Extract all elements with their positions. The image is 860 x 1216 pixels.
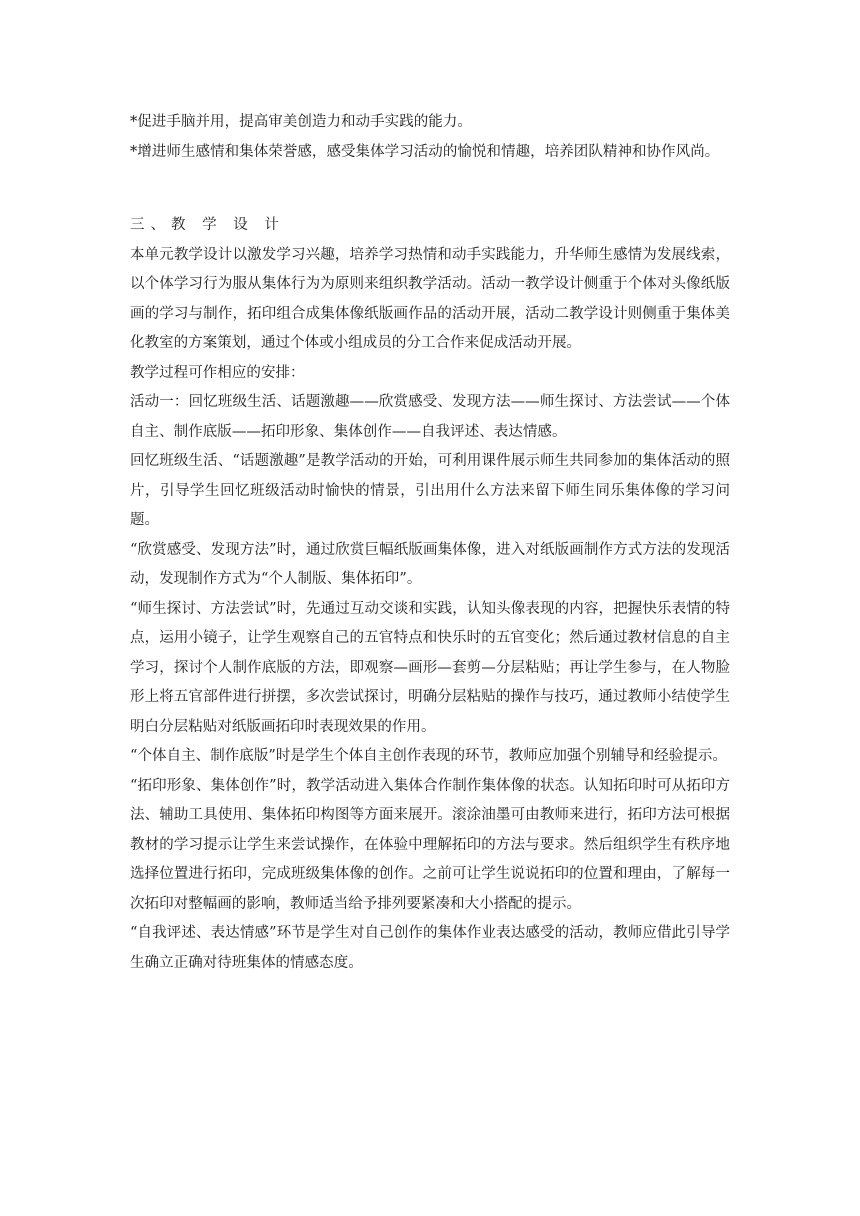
document-body	[130, 108, 730, 978]
body-paragraph: 活动一：回忆班级生活、话题激趣——欣赏感受、发现方法——师生探讨、方法尝试——个体自主、制作底版——拓印形象、集体创作——自我评述、表达情感。	[130, 394, 730, 440]
body-paragraph: 本单元教学设计以激发学习兴趣，培养学习热情和动手实践能力，升华师生感情为发展线索，以个体学习行为服从集体行为为原则来组织教学活动。活动一教学设计侧重于个体对头像纸版画的学习与制作，拓印组合成集体像纸版画作品的活动开展，活动二教学设计则侧重于集体美化教室的方案策划，通过个体或小组成员的分工合作来促成活动开展。	[130, 246, 730, 351]
section-spacer	[130, 167, 730, 211]
goal-item: *增进师生感情和集体荣誉感，感受集体学习活动的愉悦和情趣，培养团队精神和协作风尚。	[130, 143, 720, 160]
section-heading: 三、教 学 设 计	[130, 217, 285, 233]
body-paragraph: 回忆班级生活、“话题激趣”是教学活动的开始，可利用课件展示师生共同参加的集体活动的照片，引导学生回忆班级活动时愉快的情景，引出用什么方法来留下师生同乐集体像的学习问题。	[130, 453, 730, 528]
body-paragraph: “欣赏感受、发现方法”时，通过欣赏巨幅纸版画集体像，进入对纸版画制作方式方法的发现活动，发现制作方式为“个人制版、集体拓印”。	[130, 541, 730, 587]
body-paragraph: “师生探讨、方法尝试”时，先通过互动交谈和实践，认知头像表现的内容，把握快乐表情的特点，运用小镜子，让学生观察自己的五官特点和快乐时的五官变化；然后通过教材信息的自主学习，探讨个人制作底版的方法，即观察—画形—套剪—分层粘贴；再让学生参与，在人物脸形上将五官部件进行拼摆，多次尝试探讨，明确分层粘贴的操作与技巧，通过教师小结使学生明白分层粘贴对纸版画拓印时表现效果的作用。	[130, 600, 730, 735]
body-paragraph: “个体自主、制作底版”时是学生个体自主创作表现的环节，教师应加强个别辅导和经验提示。	[130, 748, 727, 764]
body-paragraph: “自我评述、表达情感”环节是学生对自己创作的集体作业表达感受的活动，教师应借此引导学生确立正确对待班集体的情感态度。	[130, 925, 730, 971]
body-paragraph: 教学过程可作相应的安排：	[130, 364, 305, 381]
body-paragraph: “拓印形象、集体创作”时，教学活动进入集体合作制作集体像的状态。认知拓印时可从拓印方法、辅助工具使用、集体拓印构图等方面来展开。滚涂油墨可由教师来进行，拓印方法可根据教材的学习提示让学生来尝试操作，在体验中理解拓印的方法与要求。然后组织学生有秩序地选择位置进行拓印，完成班级集体像的创作。之前可让学生说说拓印的位置和理由，了解每一次拓印对整幅画的影响，教师适当给予排列要紧凑和大小搭配的提示。	[130, 777, 730, 912]
goal-item: *促进手脑并用，提高审美创造力和动手实践的能力。	[130, 114, 472, 130]
